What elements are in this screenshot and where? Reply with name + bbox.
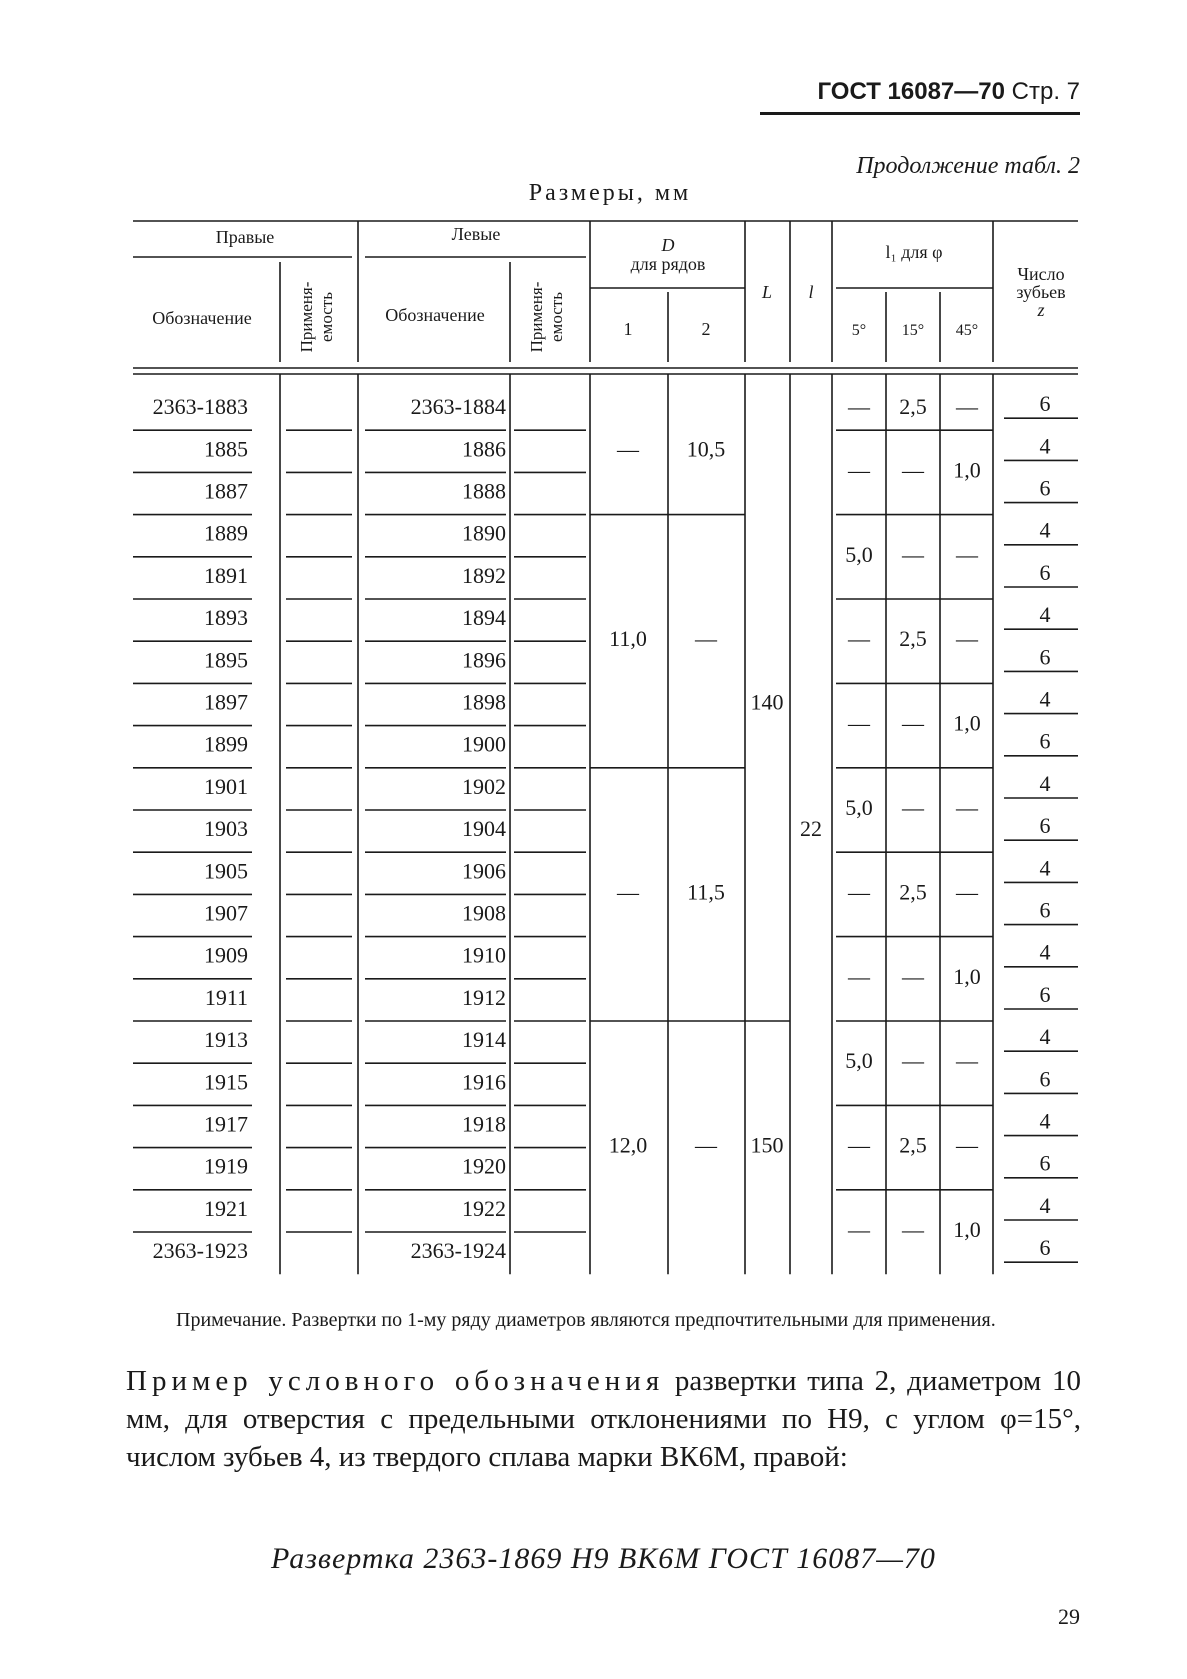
l1-angle-45: 1,0 — [953, 1217, 981, 1243]
l1-angle-45: 1,0 — [953, 457, 981, 483]
designation-left: 1888 — [462, 478, 506, 504]
l1-angle-5: — — [848, 710, 870, 736]
teeth-count: 6 — [1039, 475, 1051, 501]
designation-right: 1919 — [204, 1153, 248, 1179]
head-z-line1: Число — [1017, 264, 1065, 284]
teeth-count: 6 — [1039, 1066, 1051, 1092]
designation-right: 1917 — [204, 1111, 248, 1137]
head-applicability-line2: емость — [547, 292, 566, 342]
l1-angle-5: — — [848, 626, 870, 652]
teeth-count: 4 — [1039, 1192, 1051, 1218]
head-angle-15: 15° — [901, 322, 925, 339]
teeth-count: 6 — [1039, 981, 1051, 1007]
diameter-row-1: 12,0 — [608, 1132, 648, 1158]
head-angle-5: 5° — [851, 322, 867, 339]
teeth-count: 4 — [1039, 517, 1051, 543]
designation-left: 1900 — [462, 731, 506, 757]
l1-angle-15: — — [902, 963, 924, 989]
l1-angle-15: — — [902, 1048, 924, 1074]
l1-angle-45: — — [956, 795, 978, 821]
designation-right: 1903 — [204, 816, 248, 842]
teeth-count: 6 — [1039, 391, 1051, 417]
designation-left: 2363-1924 — [410, 1238, 506, 1264]
l1-angle-45: — — [956, 1132, 978, 1158]
teeth-count: 4 — [1039, 1108, 1051, 1134]
designation-right: 1889 — [204, 520, 248, 546]
designation-left: 1922 — [462, 1195, 506, 1221]
l1-angle-5: — — [848, 1132, 870, 1158]
designation-left: 1904 — [462, 816, 506, 842]
l1-angle-45: 1,0 — [953, 710, 981, 736]
designation-right: 1885 — [204, 436, 248, 462]
designation-right: 1909 — [204, 942, 248, 968]
head-applicability-line2: емость — [317, 292, 336, 342]
designation-left: 1886 — [462, 436, 506, 462]
designation-left: 1914 — [462, 1027, 506, 1053]
head-left: Левые — [451, 224, 501, 244]
designation-right: 1893 — [204, 605, 248, 631]
l1-angle-15: 2,5 — [899, 394, 927, 420]
teeth-count: 6 — [1039, 559, 1051, 585]
designation-left: 1898 — [462, 689, 506, 715]
l1-angle-15: — — [902, 1217, 924, 1243]
l1-angle-45: — — [956, 879, 978, 905]
teeth-count: 4 — [1039, 433, 1051, 459]
units-caption: Размеры, мм — [528, 180, 692, 206]
diameter-row-2: — — [695, 626, 717, 652]
teeth-count: 4 — [1039, 686, 1051, 712]
l1-angle-15: — — [902, 457, 924, 483]
teeth-count: 4 — [1039, 939, 1051, 965]
teeth-count: 6 — [1039, 1235, 1051, 1261]
head-L: L — [761, 282, 773, 302]
designation-left: 1894 — [462, 605, 506, 631]
designation-left: 1908 — [462, 900, 506, 926]
designation-left: 1918 — [462, 1111, 506, 1137]
diameter-row-2: — — [695, 1132, 717, 1158]
designation-right: 1887 — [204, 478, 248, 504]
teeth-count: 4 — [1039, 602, 1051, 628]
head-right: Правые — [215, 227, 275, 247]
l1-angle-45: — — [956, 541, 978, 567]
designation-formula: Развертка 2363-1869 Н9 ВК6М ГОСТ 16087—70 — [271, 1542, 936, 1575]
designation-right: 1915 — [204, 1069, 248, 1095]
head-d: D — [661, 235, 675, 255]
page-label: Стр. 7 — [1011, 78, 1080, 105]
designation-right: 2363-1883 — [152, 394, 248, 420]
head-designation-right: Обозначение — [152, 308, 252, 328]
head-z-line2: зубьев — [1016, 282, 1066, 302]
total-length: 140 — [750, 689, 784, 715]
designation-right: 1901 — [204, 773, 248, 799]
designation-left: 1892 — [462, 562, 506, 588]
l1-angle-45: — — [956, 394, 978, 420]
head-applicability-right — [297, 281, 336, 352]
l1-angle-45: 1,0 — [953, 963, 981, 989]
l1-angle-5: — — [848, 457, 870, 483]
diameter-row-2: 10,5 — [686, 436, 726, 462]
table-note: Примечание. Развертки по 1-му ряду диаметров являются предпочтительными для применения. — [176, 1309, 996, 1331]
designation-left: 1910 — [462, 942, 506, 968]
teeth-count: 6 — [1039, 644, 1051, 670]
l1-angle-15: 2,5 — [899, 879, 927, 905]
l1-angle-5: — — [848, 1217, 870, 1243]
designation-left: 1906 — [462, 858, 506, 884]
designation-right: 1899 — [204, 731, 248, 757]
l1-angle-5: — — [848, 394, 870, 420]
designation-right: 1921 — [204, 1195, 248, 1221]
example-text: развертки типа 2, диаметром 10 мм, для отверстия с предельными отклонениями по Н9, с углом φ=15°, числом зубьев 4, из твердого сплава марки ВК6М, правой: — [126, 1365, 1081, 1473]
head-row-2: 2 — [701, 319, 711, 339]
designation-left: 1916 — [462, 1069, 506, 1095]
l1-angle-15: — — [902, 795, 924, 821]
teeth-count: 6 — [1039, 897, 1051, 923]
diameter-row-1: 11,0 — [609, 626, 647, 652]
teeth-count: 4 — [1039, 855, 1051, 881]
head-z-line3: z — [1037, 300, 1045, 320]
l1-angle-15: — — [902, 541, 924, 567]
head-designation-left: Обозначение — [385, 305, 485, 325]
l1-angle-5: — — [848, 963, 870, 989]
designation-left: 2363-1884 — [410, 394, 506, 420]
designation-left: 1920 — [462, 1153, 506, 1179]
designation-right: 1891 — [204, 562, 248, 588]
l1-angle-5: 5,0 — [845, 1048, 873, 1074]
diameter-row-1: — — [617, 879, 639, 905]
designation-right: 1897 — [204, 689, 248, 715]
teeth-count: 4 — [1039, 770, 1051, 796]
head-applicability-line1: Применя- — [297, 281, 316, 353]
designation-left: 1912 — [462, 984, 506, 1010]
l1-angle-5: 5,0 — [845, 541, 873, 567]
head-row-1: 1 — [623, 319, 633, 339]
working-length: 22 — [800, 816, 822, 842]
head-l: l — [808, 282, 814, 302]
head-d-rows: для рядов — [630, 254, 706, 274]
table-body — [133, 374, 1078, 1274]
head-applicability-left — [527, 281, 566, 352]
l1-angle-15: — — [902, 710, 924, 736]
page-number: 29 — [1058, 1604, 1080, 1629]
l1-angle-45: — — [956, 626, 978, 652]
designation-right: 1907 — [204, 900, 248, 926]
designation-right: 1895 — [204, 647, 248, 673]
teeth-count: 6 — [1039, 1150, 1051, 1176]
designation-right: 2363-1923 — [152, 1238, 248, 1264]
designation-right: 1913 — [204, 1027, 248, 1053]
total-length: 150 — [750, 1132, 784, 1158]
standard-number: ГОСТ 16087—70 — [817, 78, 1005, 105]
teeth-count: 6 — [1039, 813, 1051, 839]
designation-left: 1902 — [462, 773, 506, 799]
l1-angle-5: 5,0 — [845, 795, 873, 821]
designation-example — [126, 1362, 1081, 1476]
head-l1-phi: l₁ для φ — [885, 242, 943, 262]
l1-angle-15: 2,5 — [899, 1132, 927, 1158]
designation-left: 1890 — [462, 520, 506, 546]
table-continuation-caption: Продолжение табл. 2 — [856, 153, 1080, 179]
diameter-row-1: — — [617, 436, 639, 462]
head-angle-45: 45° — [955, 322, 979, 339]
l1-angle-45: — — [956, 1048, 978, 1074]
teeth-count: 4 — [1039, 1024, 1051, 1050]
teeth-count: 6 — [1039, 728, 1051, 754]
designation-right: 1911 — [204, 984, 248, 1010]
head-applicability-line1: Применя- — [527, 281, 546, 353]
designation-right: 1905 — [204, 858, 248, 884]
example-lead: Пример условного обозначения — [126, 1365, 665, 1397]
diameter-row-2: 11,5 — [687, 879, 725, 905]
l1-angle-5: — — [848, 879, 870, 905]
designation-left: 1896 — [462, 647, 506, 673]
l1-angle-15: 2,5 — [899, 626, 927, 652]
